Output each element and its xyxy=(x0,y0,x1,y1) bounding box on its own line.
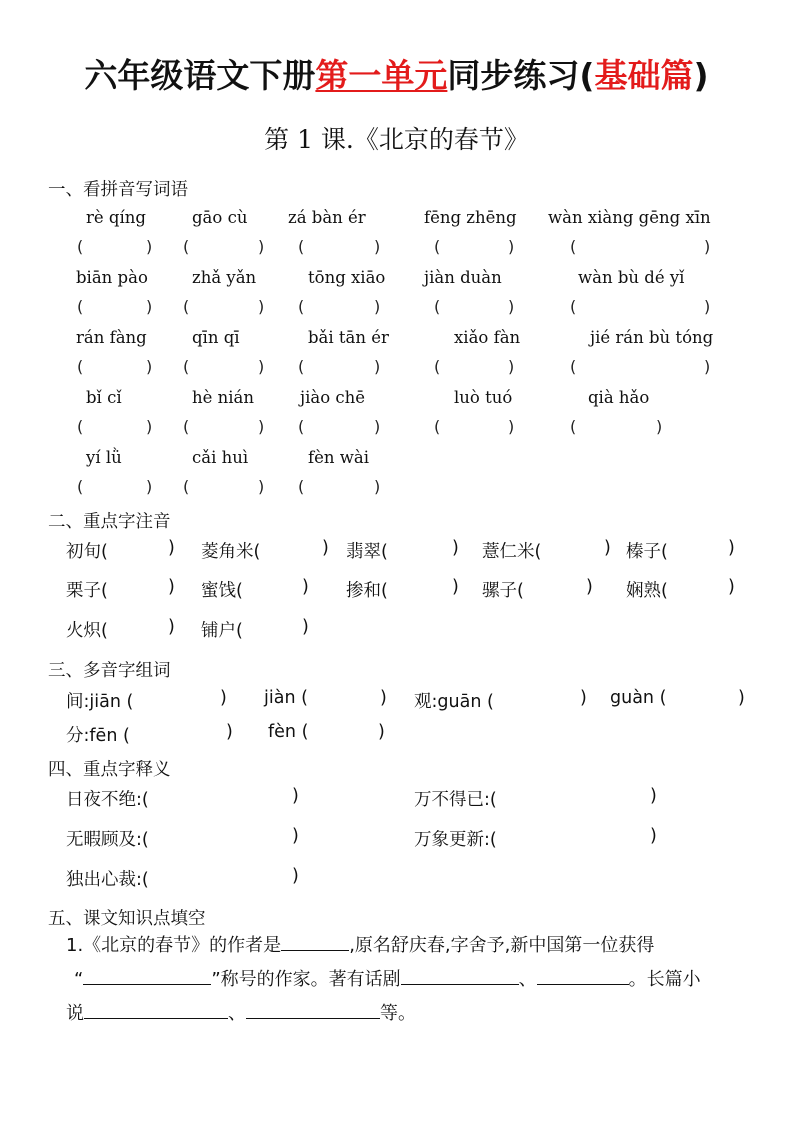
answer-paren-open[interactable]: ( xyxy=(570,237,577,256)
answer-paren-open[interactable]: ( xyxy=(183,297,190,316)
answer-paren-close[interactable]: ) xyxy=(728,538,735,558)
answer-paren-open[interactable]: ( xyxy=(77,417,84,436)
answer-paren-close[interactable]: ) xyxy=(508,357,515,376)
fill-text: “ xyxy=(74,969,84,990)
pinyin-prompt: qīn qī xyxy=(192,328,240,347)
pinyin-prompt: fēng zhēng xyxy=(424,208,517,227)
zhuyin-item: 火炽( xyxy=(66,621,108,641)
zhuyin-item: 骡子( xyxy=(482,581,524,601)
lesson-title: 第 1 课.《北京的春节》 xyxy=(264,125,529,154)
duoyin-item: guàn ( xyxy=(610,688,667,708)
answer-paren-close[interactable]: ) xyxy=(168,538,175,558)
pinyin-prompt: bǎi tān ér xyxy=(308,328,389,347)
pinyin-prompt: wàn bù dé yǐ xyxy=(578,268,685,287)
fill-line-2 xyxy=(74,963,701,997)
fill-text: ,原名舒庆春,字舍予,新中国第一位获得 xyxy=(349,935,655,956)
duoyin-item: 分:fēn ( xyxy=(66,726,130,746)
fill-text: 等。 xyxy=(380,1003,416,1024)
answer-paren-close[interactable]: ) xyxy=(258,357,265,376)
answer-paren-open[interactable]: ( xyxy=(298,297,305,316)
answer-paren-close[interactable]: ) xyxy=(146,417,153,436)
answer-paren-close[interactable]: ) xyxy=(226,722,233,742)
answer-paren-open[interactable]: ( xyxy=(183,237,190,256)
section-4-heading: 四、重点字释义 xyxy=(48,760,171,780)
answer-paren-close[interactable]: ) xyxy=(258,237,265,256)
answer-paren-open[interactable]: ( xyxy=(183,417,190,436)
shiyi-item: 无暇顾及:( xyxy=(66,830,149,850)
answer-paren-close[interactable]: ) xyxy=(508,297,515,316)
answer-paren-open[interactable]: ( xyxy=(77,477,84,496)
answer-paren-close[interactable]: ) xyxy=(374,477,381,496)
answer-paren-close[interactable]: ) xyxy=(168,617,175,637)
title-practice: 同步练习( xyxy=(447,56,595,95)
answer-paren-close[interactable]: ) xyxy=(580,688,587,708)
zhuyin-item: 薏仁米( xyxy=(482,542,542,562)
zhuyin-item: 娴熟( xyxy=(626,581,668,601)
answer-paren-open[interactable]: ( xyxy=(77,297,84,316)
answer-paren-open[interactable]: ( xyxy=(434,417,441,436)
answer-paren-close[interactable]: ) xyxy=(146,477,153,496)
answer-paren-open[interactable]: ( xyxy=(434,237,441,256)
answer-paren-close[interactable]: ) xyxy=(374,297,381,316)
fill-text: 1.《北京的春节》的作者是 xyxy=(66,935,282,956)
answer-paren-close[interactable]: ) xyxy=(146,357,153,376)
shiyi-item: 万象更新:( xyxy=(414,830,497,850)
duoyin-item: 观:guān ( xyxy=(414,692,494,712)
title-level: 基础篇 xyxy=(594,56,694,95)
answer-paren-close[interactable]: ) xyxy=(258,417,265,436)
answer-paren-close[interactable]: ) xyxy=(374,417,381,436)
answer-paren-close[interactable]: ) xyxy=(292,786,299,806)
answer-paren-close[interactable]: ) xyxy=(378,722,385,742)
blank-author[interactable] xyxy=(281,932,349,951)
answer-paren-close[interactable]: ) xyxy=(650,826,657,846)
pinyin-prompt: rè qíng xyxy=(86,208,146,227)
pinyin-prompt: wàn xiàng gēng xīn xyxy=(548,208,711,227)
answer-paren-close[interactable]: ) xyxy=(728,577,735,597)
blank-title[interactable] xyxy=(83,966,211,985)
blank-drama-1[interactable] xyxy=(401,966,519,985)
zhuyin-item: 掺和( xyxy=(346,581,388,601)
pinyin-prompt: fèn wài xyxy=(308,448,369,467)
answer-paren-open[interactable]: ( xyxy=(298,237,305,256)
blank-novel-1[interactable] xyxy=(84,1000,228,1019)
zhuyin-item: 蜜饯( xyxy=(201,581,243,601)
answer-paren-close[interactable]: ) xyxy=(704,237,711,256)
title-grade: 六年级语文下册 xyxy=(84,56,316,95)
pinyin-prompt: qià hǎo xyxy=(588,388,650,407)
answer-paren-close[interactable]: ) xyxy=(656,417,663,436)
answer-paren-open[interactable]: ( xyxy=(298,477,305,496)
answer-paren-close[interactable]: ) xyxy=(586,577,593,597)
answer-paren-close[interactable]: ) xyxy=(292,866,299,886)
answer-paren-close[interactable]: ) xyxy=(374,237,381,256)
answer-paren-close[interactable]: ) xyxy=(374,357,381,376)
blank-drama-2[interactable] xyxy=(537,966,629,985)
zhuyin-item: 菱角米( xyxy=(201,542,261,562)
answer-paren-close[interactable]: ) xyxy=(258,297,265,316)
pinyin-prompt: jié rán bù tóng xyxy=(590,328,714,347)
pinyin-prompt: xiǎo fàn xyxy=(454,328,521,347)
answer-paren-open[interactable]: ( xyxy=(298,417,305,436)
answer-paren-open[interactable]: ( xyxy=(570,417,577,436)
answer-paren-close[interactable]: ) xyxy=(322,538,329,558)
pinyin-prompt: biān pào xyxy=(76,268,148,287)
answer-paren-close[interactable]: ) xyxy=(220,688,227,708)
answer-paren-open[interactable]: ( xyxy=(77,237,84,256)
zhuyin-item: 栗子( xyxy=(66,581,108,601)
pinyin-prompt: luò tuó xyxy=(454,388,513,407)
answer-paren-open[interactable]: ( xyxy=(434,357,441,376)
shiyi-item: 独出心裁:( xyxy=(66,870,149,890)
fill-line-1 xyxy=(66,929,654,963)
answer-paren-close[interactable]: ) xyxy=(508,417,515,436)
answer-paren-close[interactable]: ) xyxy=(168,577,175,597)
answer-paren-close[interactable]: ) xyxy=(452,577,459,597)
blank-novel-2[interactable] xyxy=(246,1000,380,1019)
answer-paren-close[interactable]: ) xyxy=(650,786,657,806)
fill-text: 、 xyxy=(518,969,537,990)
section-1-heading: 一、看拼音写词语 xyxy=(48,180,188,200)
pinyin-prompt: zá bàn ér xyxy=(288,208,366,227)
pinyin-prompt: rán fàng xyxy=(76,328,147,347)
duoyin-item: fèn ( xyxy=(268,722,309,742)
answer-paren-open[interactable]: ( xyxy=(434,297,441,316)
answer-paren-close[interactable]: ) xyxy=(738,688,745,708)
answer-paren-close[interactable]: ) xyxy=(704,357,711,376)
pinyin-prompt: bǐ cǐ xyxy=(86,388,122,407)
answer-paren-open[interactable]: ( xyxy=(298,357,305,376)
title-unit: 第一单元 xyxy=(315,56,448,95)
answer-paren-close[interactable]: ) xyxy=(380,688,387,708)
zhuyin-item: 铺户( xyxy=(201,621,243,641)
fill-text: 。长篇小 xyxy=(628,969,701,990)
pinyin-prompt: cǎi huì xyxy=(192,448,249,467)
fill-text: ”称号的作家。著有话剧 xyxy=(211,969,401,990)
shiyi-item: 万不得已:( xyxy=(414,790,497,810)
answer-paren-close[interactable]: ) xyxy=(508,237,515,256)
answer-paren-close[interactable]: ) xyxy=(302,577,309,597)
answer-paren-open[interactable]: ( xyxy=(183,477,190,496)
answer-paren-close[interactable]: ) xyxy=(604,538,611,558)
fill-text: 说 xyxy=(66,1003,84,1024)
answer-paren-close[interactable]: ) xyxy=(302,617,309,637)
zhuyin-item: 初旬( xyxy=(66,542,108,562)
answer-paren-close[interactable]: ) xyxy=(452,538,459,558)
section-2-heading: 二、重点字注音 xyxy=(48,512,171,532)
answer-paren-close[interactable]: ) xyxy=(146,237,153,256)
answer-paren-close[interactable]: ) xyxy=(258,477,265,496)
answer-paren-open[interactable]: ( xyxy=(77,357,84,376)
pinyin-prompt: zhǎ yǎn xyxy=(192,268,257,287)
zhuyin-item: 榛子( xyxy=(626,542,668,562)
duoyin-item: 间:jiān ( xyxy=(66,692,134,712)
pinyin-prompt: jiàn duàn xyxy=(424,268,502,287)
page-title xyxy=(0,50,793,97)
fill-text: 、 xyxy=(228,1003,246,1024)
pinyin-prompt: jiào chē xyxy=(300,388,366,407)
fill-line-3 xyxy=(66,997,416,1031)
pinyin-prompt: gāo cù xyxy=(192,208,248,227)
pinyin-prompt: tōng xiāo xyxy=(308,268,386,287)
answer-paren-open[interactable]: ( xyxy=(183,357,190,376)
shiyi-item: 日夜不绝:( xyxy=(66,790,149,810)
duoyin-item: jiàn ( xyxy=(264,688,308,708)
answer-paren-close[interactable]: ) xyxy=(292,826,299,846)
answer-paren-open[interactable]: ( xyxy=(570,357,577,376)
answer-paren-close[interactable]: ) xyxy=(146,297,153,316)
answer-paren-close[interactable]: ) xyxy=(704,297,711,316)
pinyin-prompt: yí lǜ xyxy=(86,448,122,467)
pinyin-prompt: hè nián xyxy=(192,388,255,407)
title-close: ) xyxy=(693,56,709,95)
zhuyin-item: 翡翠( xyxy=(346,542,388,562)
section-3-heading: 三、多音字组词 xyxy=(48,661,171,681)
section-5-heading: 五、课文知识点填空 xyxy=(48,909,206,929)
answer-paren-open[interactable]: ( xyxy=(570,297,577,316)
